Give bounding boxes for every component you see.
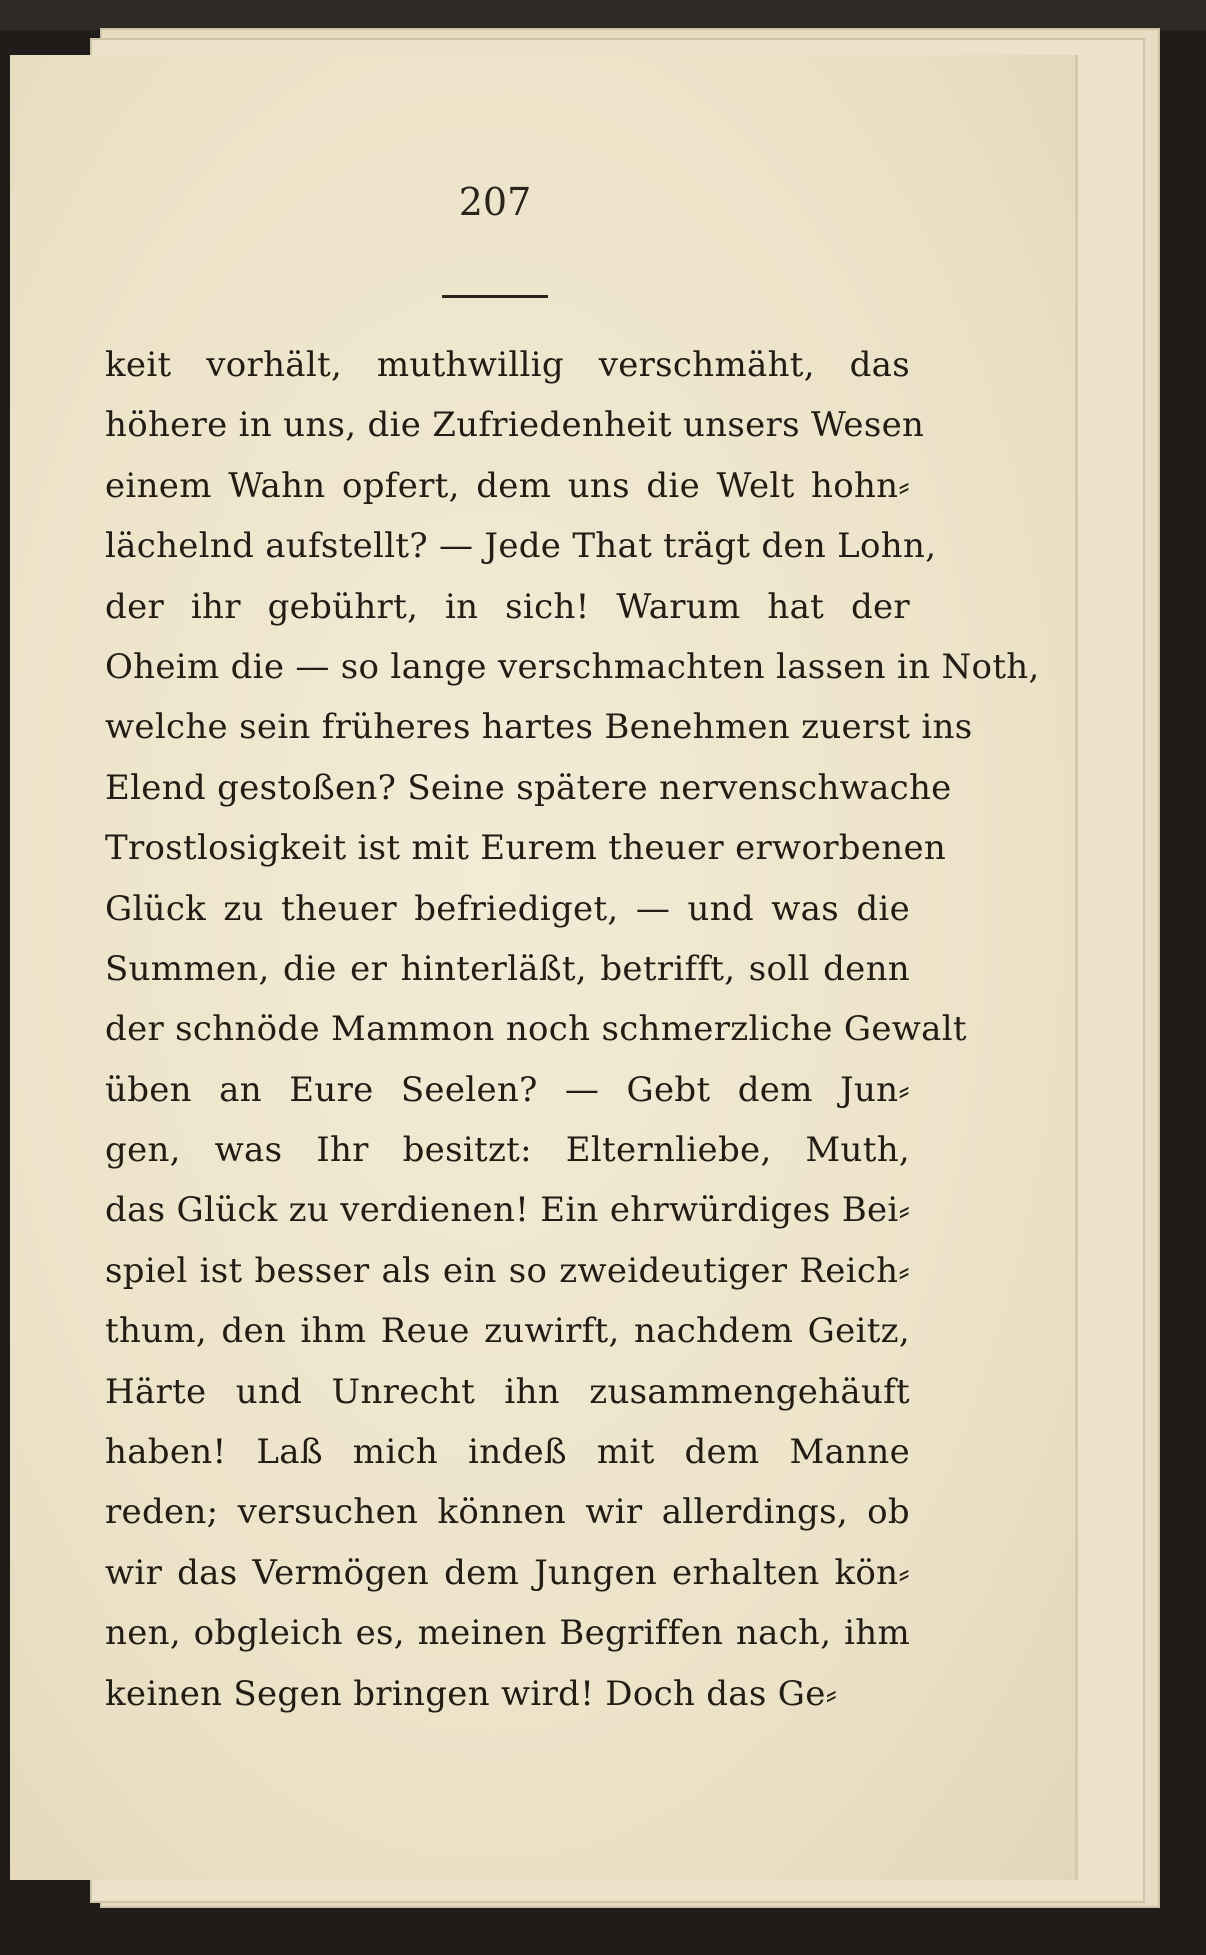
- text-line: keit vorhält, muthwillig verschmäht, das: [105, 345, 910, 385]
- text-line: Oheim die — so lange verschmachten lassen in Noth,: [105, 646, 1040, 687]
- text-line: spiel ist besser als ein so zweideutiger Reich⸗: [105, 1250, 910, 1291]
- page-number: 207: [458, 180, 532, 224]
- text-line: Summen, die er hinterläßt, betrifft, soll denn: [105, 948, 910, 989]
- text-line: der schnöde Mammon noch schmerzliche Gewalt: [105, 1009, 967, 1050]
- text-line: Glück zu theuer befriediget, — und was die: [105, 888, 910, 929]
- text-line: Elend gestoßen? Seine spätere nervenschwache: [105, 767, 952, 808]
- text-line: nen, obgleich es, meinen Begriffen nach, ihm: [105, 1613, 910, 1654]
- text-line: das Glück zu verdienen! Ein ehrwürdiges Bei⸗: [105, 1190, 911, 1231]
- page-number-rule: [442, 295, 548, 298]
- text-line: lächelnd aufstellt? — Jede That trägt den Lohn,: [105, 526, 937, 567]
- text-line: üben an Eure Seelen? — Gebt dem Jun⸗: [105, 1069, 910, 1110]
- text-line: Trostlosigkeit ist mit Eurem theuer erworbenen: [105, 828, 947, 869]
- text-line: der ihr gebührt, in sich! Warum hat der: [105, 586, 910, 627]
- text-line: keinen Segen bringen wird! Doch das Ge⸗: [105, 1673, 838, 1714]
- body-text: [105, 335, 1040, 1724]
- text-line: Härte und Unrecht ihn zusammengehäuft: [105, 1371, 910, 1412]
- text-line: reden; versuchen können wir allerdings, ob: [105, 1492, 910, 1533]
- text-line: haben! Laß mich indeß mit dem Manne: [105, 1432, 910, 1473]
- text-line: thum, den ihm Reue zuwirft, nachdem Geitz,: [105, 1311, 910, 1352]
- text-line: wir das Vermögen dem Jungen erhalten kön⸗: [105, 1552, 910, 1593]
- book-page: [10, 55, 1078, 1880]
- text-line: einem Wahn opfert, dem uns die Welt hohn⸗: [105, 465, 910, 506]
- text-line: welche sein früheres hartes Benehmen zuerst ins: [105, 707, 973, 748]
- text-line: höhere in uns, die Zufriedenheit unsers Wesen: [105, 405, 925, 446]
- text-line: gen, was Ihr besitzt: Elternliebe, Muth,: [105, 1130, 910, 1171]
